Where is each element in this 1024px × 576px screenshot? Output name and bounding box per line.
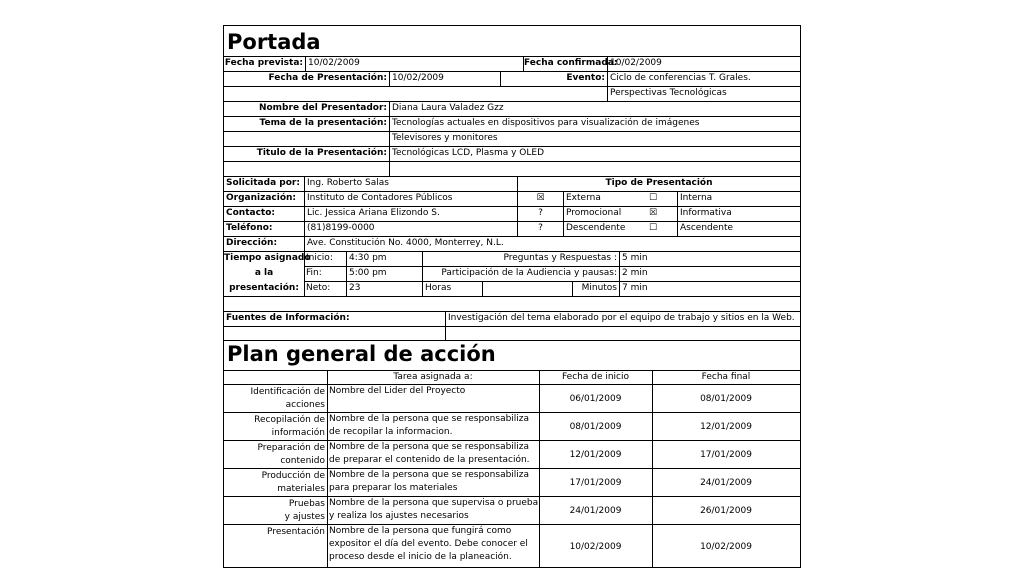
- col-final-header: Fecha final: [701, 372, 751, 382]
- fin-value: 5:00 pm: [346, 266, 422, 281]
- fecha-prevista-value: 10/02/2009: [305, 56, 523, 71]
- contacto-label: Contacto:: [226, 208, 275, 218]
- direccion-label: Dirección:: [226, 238, 278, 248]
- row-accion: Producción de: [261, 471, 325, 481]
- interna-label: Interna: [677, 191, 800, 206]
- presentador-label: Nombre del Presentador:: [258, 103, 387, 113]
- row-accion: Recopilación de: [254, 415, 325, 425]
- minutos-value: 7 min: [619, 281, 800, 296]
- row-fecha-inicio: 08/01/2009: [569, 422, 622, 432]
- fecha-presentacion-value: 10/02/2009: [389, 71, 500, 86]
- promocional-checkbox[interactable]: ?: [517, 206, 563, 221]
- ascendente-label: Ascendente: [677, 221, 800, 236]
- tipo-header: Tipo de Presentación: [517, 176, 800, 191]
- row-fecha-final: 12/01/2009: [700, 422, 752, 432]
- fecha-presentacion-label: Fecha de Presentación:: [268, 73, 387, 83]
- descendente-checkbox[interactable]: ?: [517, 221, 563, 236]
- telefono-label: Teléfono:: [226, 223, 273, 233]
- externa-label: Externa: [563, 191, 677, 206]
- row-accion: Preparación de: [257, 443, 325, 453]
- evento-value-2: Perspectivas Tecnológicas: [607, 86, 800, 101]
- tiempo-label-1: Tiempo asignado: [224, 253, 311, 263]
- row-fecha-inicio: 24/01/2009: [569, 506, 622, 516]
- titulo-value: Tecnológicas LCD, Plasma y OLED: [389, 146, 800, 161]
- row-accion: Pruebas: [288, 499, 325, 509]
- organizacion-value: Instituto de Contadores Públicos: [304, 191, 517, 206]
- row-fecha-inicio: 17/01/2009: [569, 478, 622, 488]
- fin-label: Fin:: [306, 268, 322, 278]
- evento-value: Ciclo de conferencias T. Grales.: [607, 71, 800, 86]
- row-fecha-inicio: 06/01/2009: [569, 394, 622, 404]
- presentador-value: Diana Laura Valadez Gzz: [389, 101, 800, 116]
- fecha-prevista-label: Fecha prevista:: [224, 58, 303, 68]
- inicio-value: 4:30 pm: [346, 251, 422, 266]
- row-tarea: Nombre de la persona que se responsabiliza de recopilar la informacion.: [329, 414, 530, 437]
- row-tarea: Nombre de la persona que se responsabiliza de preparar el contenido de la presentación.: [329, 442, 530, 465]
- row-tarea: Nombre de la persona que fungirá como expositor el día del evento. Debe conocer el proceso desde el inicio de la planeación.: [329, 526, 528, 562]
- interna-checkbox[interactable]: ☐: [648, 193, 658, 203]
- row-fecha-final: 08/01/2009: [700, 394, 752, 404]
- informativa-label: Informativa: [677, 206, 800, 221]
- row-accion: acciones: [285, 400, 325, 410]
- row-accion: materiales: [277, 484, 325, 494]
- horas-label: Horas: [422, 281, 482, 296]
- ascendente-checkbox[interactable]: ☐: [648, 223, 658, 233]
- participacion-label: Participación de la Audiencia y pausas:: [422, 266, 619, 281]
- row-accion: Identificación de: [250, 387, 325, 397]
- neto-label: Neto:: [306, 283, 331, 293]
- plan-title: Plan general de acción: [227, 342, 496, 366]
- preguntas-label: Preguntas y Respuestas :: [422, 251, 619, 266]
- row-fecha-final: 26/01/2009: [700, 506, 752, 516]
- tema-label: Tema de la presentación:: [259, 118, 387, 128]
- row-fecha-inicio: 12/01/2009: [569, 450, 622, 460]
- row-accion: información: [271, 428, 325, 438]
- participacion-value: 2 min: [619, 266, 800, 281]
- row-fecha-final: 17/01/2009: [700, 450, 752, 460]
- row-fecha-inicio: 10/02/2009: [569, 542, 622, 552]
- minutos-label: Minutos: [572, 281, 619, 296]
- neto-value: 23: [346, 281, 422, 296]
- solicitada-label: Solicitada por:: [226, 178, 300, 188]
- preguntas-value: 5 min: [619, 251, 800, 266]
- portada-title: Portada: [227, 30, 321, 54]
- telefono-value: (81)8199-0000: [304, 221, 517, 236]
- titulo-label: Titulo de la Presentación:: [256, 148, 387, 158]
- row-accion: y ajustes: [284, 512, 325, 522]
- promocional-label: Promocional: [563, 206, 677, 221]
- tema-value: Tecnologías actuales en dispositivos para visualización de imágenes: [389, 116, 800, 131]
- informativa-checkbox[interactable]: ☒: [648, 208, 658, 218]
- solicitada-value: Ing. Roberto Salas: [304, 176, 517, 191]
- col-inicio-header: Fecha de inicio: [561, 372, 630, 382]
- tiempo-label-3: presentación:: [229, 283, 299, 293]
- externa-checkbox[interactable]: ☒: [517, 191, 563, 206]
- row-accion: contenido: [280, 456, 325, 466]
- row-accion: Presentación: [267, 527, 325, 537]
- col-tarea-header: Tarea asignada a:: [393, 372, 473, 382]
- inicio-label: Inicio:: [306, 253, 333, 263]
- fecha-confirmada-value: 10/02/2009: [607, 56, 800, 71]
- descendente-label: Descendente: [563, 221, 677, 236]
- tiempo-label-2: a la: [254, 268, 274, 278]
- tema-value-2: Televisores y monitores: [389, 131, 800, 146]
- row-tarea: Nombre del Lider del Proyecto: [329, 386, 466, 396]
- direccion-value: Ave. Constitución No. 4000, Monterrey, N.L.: [304, 236, 800, 251]
- fuentes-label: Fuentes de Información:: [226, 313, 350, 323]
- fuentes-value: Investigación del tema elaborado por el equipo de trabajo y sitios en la Web.: [445, 311, 800, 326]
- organizacion-label: Organización:: [226, 193, 297, 203]
- row-tarea: Nombre de la persona que supervisa o prueba y realiza los ajustes necesarios: [329, 498, 539, 521]
- evento-label: Evento:: [500, 71, 607, 86]
- row-fecha-final: 24/01/2009: [700, 478, 752, 488]
- fecha-confirmada-label: Fecha confirmada:: [523, 56, 607, 71]
- row-fecha-final: 10/02/2009: [700, 542, 752, 552]
- document-sheet: [223, 25, 801, 568]
- contacto-value: Lic. Jessica Ariana Elizondo S.: [304, 206, 517, 221]
- row-tarea: Nombre de la persona que se responsabiliza para preparar los materiales: [329, 470, 530, 493]
